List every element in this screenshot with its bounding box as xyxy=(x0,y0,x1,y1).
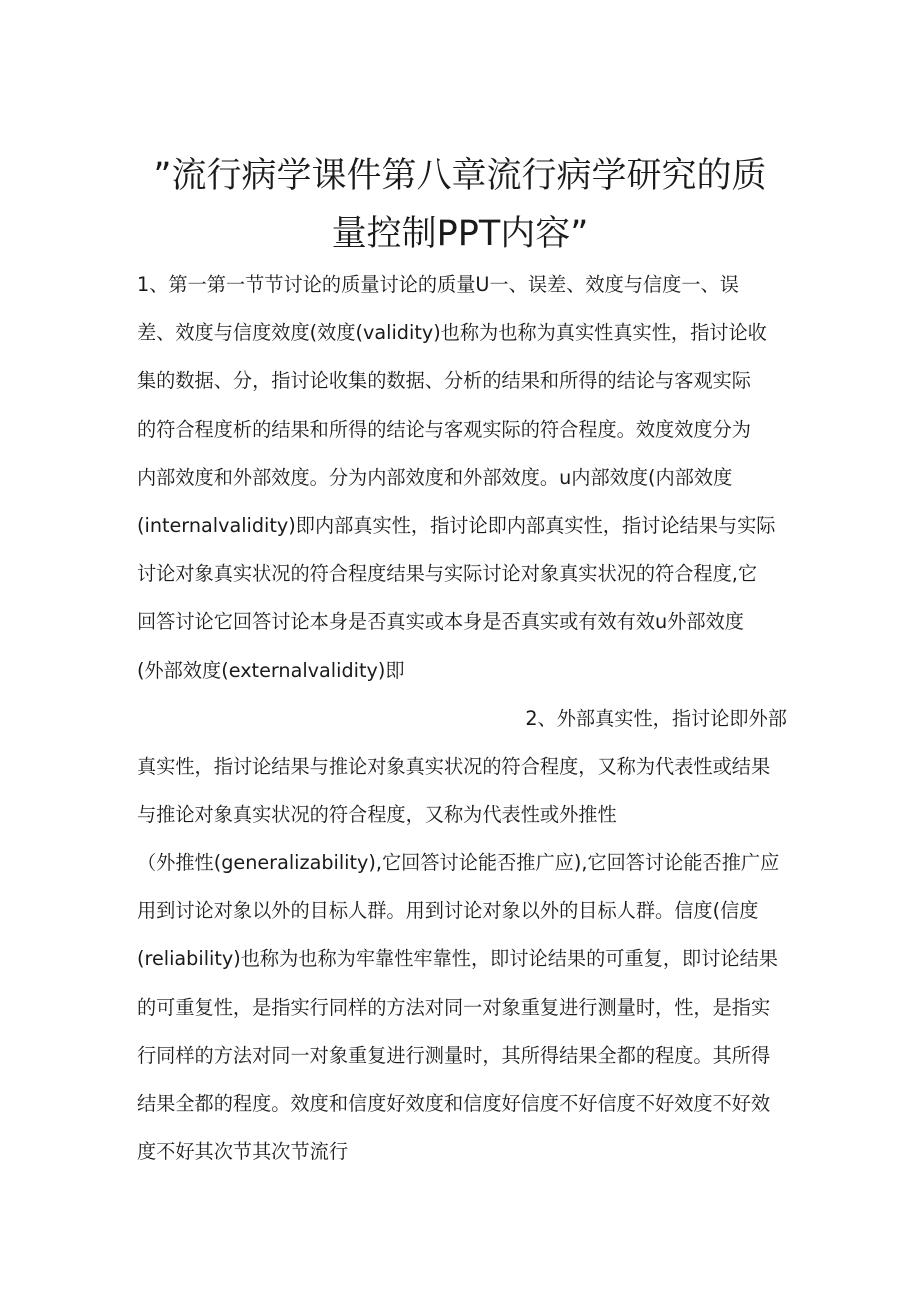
text-line: 度不好其次节其次节流行 xyxy=(137,1140,349,1164)
text-line: 1、第一第一节节讨论的质量讨论的质量U一、误差、效度与信度一、误 xyxy=(137,273,739,296)
title-line-2: 量控制PPT内容” xyxy=(331,214,589,255)
text-line: 与推论对象真实状况的符合程度，又称为代表性或外推性 xyxy=(137,803,617,827)
text-line: (internalvalidity)即内部真实性，指讨论即内部真实性，指讨论结果与实际 xyxy=(137,513,776,537)
paragraph-1 xyxy=(137,261,787,695)
text-line: 讨论对象真实状况的符合程度结果与实际讨论对象真实状况的符合程度,它 xyxy=(137,562,758,586)
text-line: 的可重复性，是指实行同样的方法对同一对象重复进行测量时，性，是指实 xyxy=(137,995,771,1019)
text-line: 2、外部真实性，指讨论即外部 xyxy=(525,707,787,730)
text-line: (reliability)也称为也称为牢靠性牢靠性，即讨论结果的可重复，即讨论结果 xyxy=(137,947,778,971)
text-line: 行同样的方法对同一对象重复进行测量时，其所得结果全都的程度。其所得 xyxy=(137,1043,771,1067)
text-line: 集的数据、分，指讨论收集的数据、分析的结果和所得的结论与客观实际 xyxy=(137,369,751,393)
text-line: 回答讨论它回答讨论本身是否真实或本身是否真实或有效有效u外部效度 xyxy=(137,610,744,634)
title-line-1: ”流行病学课件第八章流行病学研究的质 xyxy=(153,156,767,197)
text-line: 结果全都的程度。效度和信度好效度和信度好信度不好信度不好效度不好效 xyxy=(137,1091,771,1115)
document-title xyxy=(140,147,780,263)
text-line: 真实性，指讨论结果与推论对象真实状况的符合程度，又称为代表性或结果 xyxy=(137,755,771,779)
text-line: 差、效度与信度效度(效度(validity)也称为也称为真实性真实性，指讨论收 xyxy=(137,321,767,345)
paragraph-2 xyxy=(137,695,787,840)
text-line: 的符合程度析的结果和所得的结论与客观实际的符合程度。效度效度分为 xyxy=(137,417,751,441)
text-line: (外部效度(externalvalidity)即 xyxy=(137,658,405,682)
text-line: 内部效度和外部效度。分为内部效度和外部效度。u内部效度(内部效度 xyxy=(137,465,733,489)
paragraph-3 xyxy=(137,839,787,1176)
text-line: （外推性(generalizability),它回答讨论能否推广应),它回答讨论能否推广应 xyxy=(137,851,780,874)
text-line: 用到讨论对象以外的目标人群。用到讨论对象以外的目标人群。信度(信度 xyxy=(137,899,759,923)
